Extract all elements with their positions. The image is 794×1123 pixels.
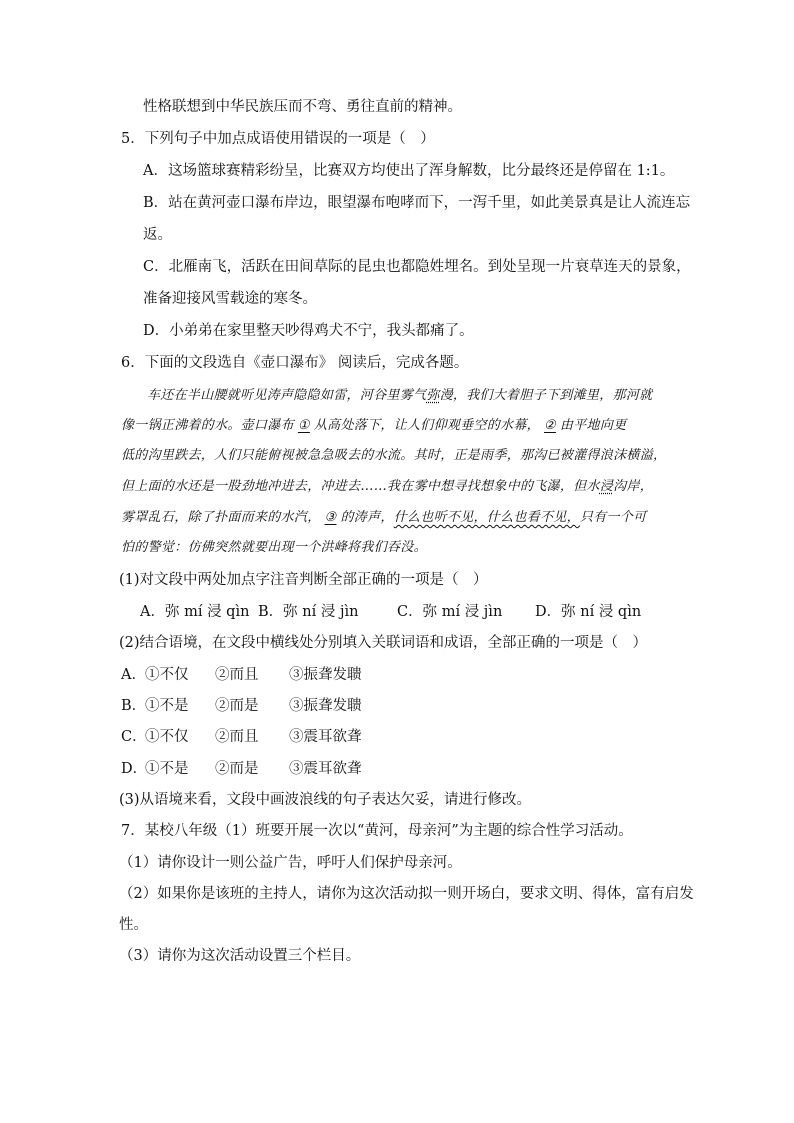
option-choice-2: ②而且 — [215, 667, 259, 683]
question-6-1-stem: (1)对文段中两处加点字注音判断全部正确的一项是（ ） — [119, 572, 488, 588]
question-6-2-option-b — [121, 696, 362, 716]
passage-line-2 — [121, 416, 626, 436]
passage-text: 车还在半山腰就听见涛声隐隐如雷，河谷里雾气 — [147, 388, 427, 403]
option-choice-3: ③振聋发聩 — [289, 698, 362, 714]
option-choice-1: ①不是 — [145, 761, 189, 777]
option-choice-3: ③震耳欲聋 — [289, 729, 362, 745]
passage-line-5 — [121, 508, 646, 528]
option-choice-3: ③震耳欲聋 — [289, 761, 362, 777]
question-6-1-option-d: D．弥 ní 浸 qìn — [535, 604, 642, 620]
question-5-stem: 5．下列句子中加点成语使用错误的一项是（ ） — [121, 131, 435, 147]
question-6-3-stem: (3)从语境来看，文段中画波浪线的句子表达欠妥，请进行修改。 — [119, 792, 532, 808]
dotted-char-mi: 弥 — [426, 388, 440, 403]
option-label: D． — [121, 761, 148, 777]
question-5-option-b: B．站在黄河壶口瀑布岸边，眼望瀑布咆哮而下，一泻千里，如此美景真是让人流连忘 — [143, 195, 691, 211]
passage-text: 像一锅正沸着的水。壶口瀑布 — [121, 418, 294, 433]
question-7-1: （1）请你设计一则公益广告，呼吁人们保护母亲河。 — [119, 855, 462, 871]
question-7-2: （2）如果你是该班的主持人，请你为这次活动拟一则开场白，要求文明、得体，富有启发 — [119, 886, 694, 902]
question-5-option-c-cont: 准备迎接风雪载途的寒冬。 — [143, 291, 317, 307]
passage-text: 从高处落下，让人们仰观垂空的水幕， — [313, 418, 540, 433]
wavy-underlined-sentence: 什么也听不见，什么也看不见， — [393, 510, 580, 525]
option-label: C． — [121, 729, 147, 745]
question-7-3: （3）请你为这次活动设置三个栏目。 — [119, 948, 361, 964]
passage-text: 雾罩乱石，除了扑面而来的水汽， — [121, 510, 321, 525]
passage-text: 由平地向更 — [559, 418, 627, 433]
option-choice-3: ③振聋发聩 — [289, 667, 362, 683]
option-choice-1: ①不是 — [145, 698, 189, 714]
option-choice-1: ①不仅 — [145, 667, 189, 683]
passage-text: 只有一个可 — [579, 510, 647, 525]
passage-text: 的涛声， — [340, 510, 394, 525]
question-6-1-option-c: C．弥 mí 浸 jìn — [397, 604, 503, 620]
question-5-option-b-cont: 返。 — [143, 227, 172, 243]
question-6-1-option-b: B．弥 ní 浸 jìn — [258, 604, 359, 620]
question-6-2-option-c — [121, 727, 362, 747]
question-6-2-option-d — [121, 759, 362, 779]
question-5-option-c: C．北雁南飞，活跃在田间草际的昆虫也都隐姓埋名。到处呈现一片衰草连天的景象， — [143, 259, 691, 275]
passage-text: 漫，我们大着胆子下到滩里，那河就 — [439, 388, 653, 403]
passage-line-4 — [121, 477, 653, 497]
question-6-stem: 6．下面的文段选自《壶口瀑布》 阅读后，完成各题。 — [121, 355, 469, 371]
option-choice-1: ①不仅 — [145, 729, 189, 745]
option-choice-2: ②而是 — [215, 698, 259, 714]
question-4-tail: 性格联想到中华民族压而不弯、勇往直前的精神。 — [143, 99, 462, 115]
option-choice-2: ②而且 — [215, 729, 259, 745]
option-label: A． — [121, 667, 146, 683]
question-7-2-cont: 性。 — [119, 917, 148, 933]
passage-line-6: 怕的警觉：仿佛突然就要出现一个洪峰将我们吞没。 — [121, 540, 427, 555]
passage-line-1 — [147, 386, 652, 406]
blank-2: ② — [543, 418, 556, 433]
question-6-2-stem: (2)结合语境，在文段中横线处分别填入关联词语和成语，全部正确的一项是（ ） — [119, 635, 648, 651]
passage-text: 但上面的水还是一股劲地冲进去，冲进去……我在雾中想寻找想象中的飞瀑，但水 — [121, 479, 600, 494]
question-6-2-option-a — [121, 665, 362, 685]
dotted-char-jin: 浸 — [599, 479, 614, 494]
question-5-option-a: A．这场篮球赛精彩纷呈，比赛双方均使出了浑身解数，比分最终还是停留在 1:1。 — [143, 163, 675, 179]
question-6-1-option-a: A．弥 mí 浸 qìn — [140, 604, 250, 620]
option-label: B． — [121, 698, 147, 714]
question-7-stem: 7．某校八年级（1）班要开展一次以“黄河，母亲河”为主题的综合性学习活动。 — [121, 823, 633, 839]
passage-line-3: 低的沟里跌去，人们只能俯视被急急吸去的水流。其时，正是雨季，那沟已被灌得浪沫横溢， — [121, 448, 667, 463]
blank-3: ③ — [324, 510, 337, 525]
blank-1: ① — [297, 418, 310, 433]
passage-text: 沟岸， — [613, 479, 654, 494]
question-5-option-d: D．小弟弟在家里整天吵得鸡犬不宁，我头都痛了。 — [143, 323, 474, 339]
option-choice-2: ②而是 — [215, 761, 259, 777]
